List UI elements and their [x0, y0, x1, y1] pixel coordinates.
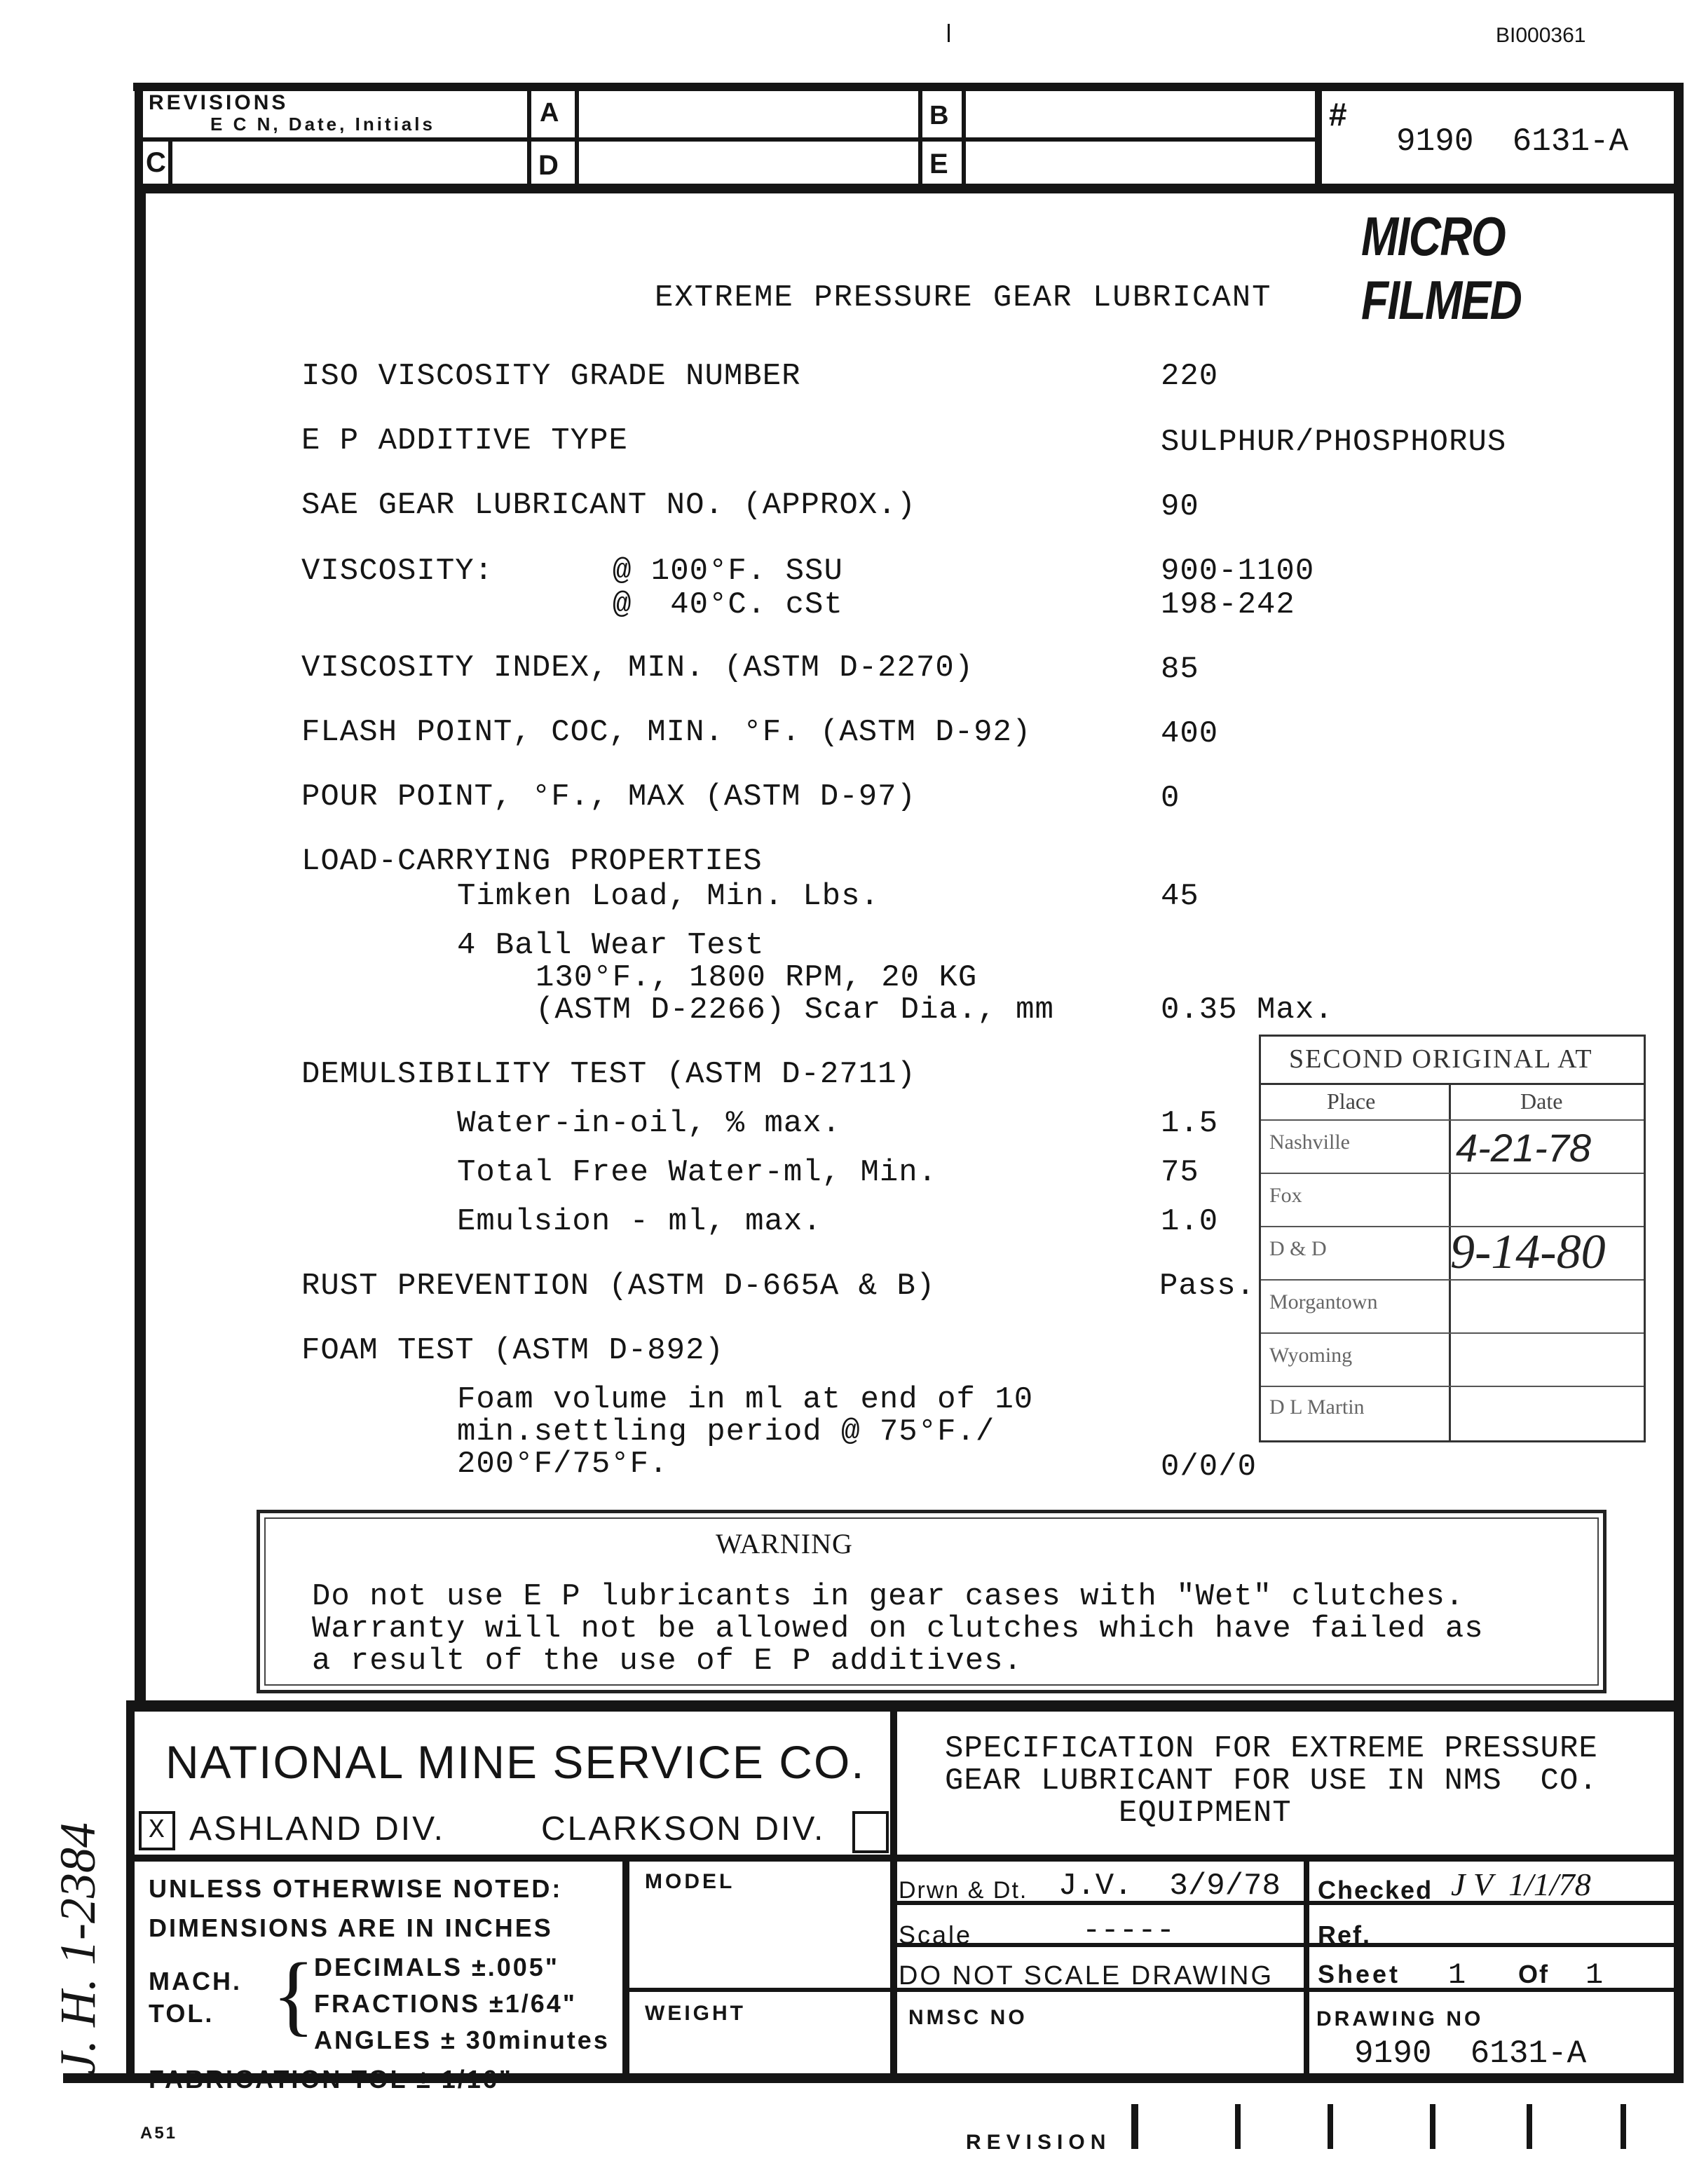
description-line-2: GEAR LUBRICANT FOR USE IN NMS CO.	[945, 1763, 1598, 1799]
spec-value-pour: 0	[1161, 781, 1180, 816]
microfilm-stamp: MICRO FILMED	[1361, 205, 1522, 331]
tolerance-brace: {	[272, 1945, 315, 2045]
scale-value: -----	[1082, 1913, 1175, 1948]
checked-value: J V 1/1/78	[1451, 1866, 1591, 1902]
foam-line-3: 200°F/75°F.	[457, 1447, 669, 1482]
revisions-bottom-border	[135, 184, 1682, 193]
spec-label-ep: E P ADDITIVE TYPE	[301, 423, 628, 458]
ashland-checkbox	[139, 1811, 175, 1850]
description-line-1: SPECIFICATION FOR EXTREME PRESSURE	[945, 1731, 1598, 1766]
title-block-row-divider	[130, 1855, 1679, 1862]
second-original-stamp	[1259, 1035, 1646, 1442]
stamp-place-6: D L Martin	[1269, 1395, 1365, 1419]
stamp-row-line-3	[1261, 1279, 1644, 1281]
revision-hash: #	[1329, 96, 1347, 132]
form-code: A51	[140, 2124, 178, 2143]
side-handwritten-note: J. H. 1-2384	[50, 1822, 106, 2075]
stamp-title: SECOND ORIGINAL AT	[1289, 1044, 1593, 1074]
foam-line-1: Foam volume in ml at end of 10	[457, 1382, 1034, 1417]
revision-drawing-number: 9190 6131-A	[1396, 123, 1629, 160]
title-block-weight-line	[627, 1988, 893, 1992]
timken-label: Timken Load, Min. Lbs.	[457, 879, 880, 914]
stamp-place-5: Wyoming	[1269, 1344, 1353, 1367]
stamp-date-3: 9-14-80	[1450, 1225, 1606, 1279]
drawn-label: Drwn & Dt.	[899, 1877, 1028, 1904]
revision-slot-a: A	[540, 98, 559, 128]
stamp-row-line-4	[1261, 1332, 1644, 1334]
tol-label: TOL.	[149, 1999, 214, 2028]
nmsc-number-label: NMSC NO	[908, 2006, 1028, 2029]
revisions-divider-5	[1315, 88, 1322, 186]
revision-strip-tick-6	[1621, 2104, 1626, 2149]
demuls-item-3-value: 1.0	[1161, 1204, 1219, 1239]
angles-tolerance: ANGLES ± 30minutes	[314, 2026, 610, 2054]
clarkson-checkbox	[852, 1811, 889, 1853]
viscosity-value-2: 198-242	[1161, 587, 1295, 622]
mach-label: MACH.	[149, 1967, 242, 1995]
stamp-row-line-0	[1261, 1119, 1644, 1121]
foam-value: 0/0/0	[1161, 1449, 1257, 1485]
revision-slot-d: D	[538, 150, 559, 181]
revision-strip-tick-1	[1131, 2104, 1138, 2149]
checked-label: Checked	[1318, 1876, 1433, 1904]
revisions-subtitle: E C N, Date, Initials	[210, 114, 435, 135]
drawing-number-label: DRAWING NO	[1316, 2007, 1484, 2031]
foam-label: FOAM TEST (ASTM D-892)	[301, 1333, 724, 1368]
spec-value-vi: 85	[1161, 652, 1199, 687]
viscosity-line-1: @ 100°F. SSU	[613, 554, 843, 589]
load-label: LOAD-CARRYING PROPERTIES	[301, 844, 763, 879]
revision-strip-tick-4	[1430, 2104, 1435, 2149]
spec-value-ep: SULPHUR/PHOSPHORUS	[1161, 425, 1507, 460]
viscosity-value-1: 900-1100	[1161, 554, 1315, 589]
unless-noted: UNLESS OTHERWISE NOTED:	[149, 1874, 563, 1903]
clarkson-division: CLARKSON DIV.	[541, 1810, 826, 1848]
decimals-tolerance: DECIMALS ±.005"	[314, 1953, 559, 1981]
drawing-number: 9190 6131-A	[1354, 2035, 1587, 2072]
demuls-label: DEMULSIBILITY TEST (ASTM D-2711)	[301, 1057, 916, 1092]
scale-label: Scale	[899, 1920, 973, 1949]
spec-label-iso: ISO VISCOSITY GRADE NUMBER	[301, 359, 801, 394]
demuls-item-2-label: Total Free Water-ml, Min.	[457, 1155, 938, 1190]
revision-strip-tick-3	[1328, 2104, 1333, 2149]
stamp-col-date: Date	[1520, 1088, 1563, 1114]
revisions-title: REVISIONS	[149, 91, 289, 114]
rust-value: Pass.	[1159, 1269, 1256, 1304]
demuls-item-3-label: Emulsion - ml, max.	[457, 1204, 822, 1239]
revisions-divider-3	[918, 88, 922, 186]
title-block-left	[126, 1700, 135, 2079]
ball-test-line-2: 130°F., 1800 RPM, 20 KG	[535, 960, 978, 995]
revisions-top-border	[133, 83, 1682, 91]
warning-line-3: a result of the use of E P additives.	[312, 1644, 1023, 1679]
demuls-item-2-value: 75	[1161, 1155, 1199, 1190]
spec-value-flash: 400	[1161, 716, 1219, 751]
sheet-label: Sheet	[1318, 1960, 1401, 1988]
title-block-right	[1674, 1700, 1684, 2079]
stamp-place-4: Morgantown	[1269, 1290, 1378, 1313]
spec-value-iso: 220	[1161, 359, 1219, 394]
do-not-scale: DO NOT SCALE DRAWING	[899, 1961, 1274, 1991]
revision-slot-c: C	[146, 147, 166, 178]
scan-tick	[948, 24, 950, 42]
revisions-divider-4	[962, 88, 966, 186]
ashland-division: ASHLAND DIV.	[189, 1810, 446, 1848]
demuls-item-1-value: 1.5	[1161, 1106, 1219, 1141]
foam-line-2: min.settling period @ 75°F./	[457, 1414, 995, 1449]
of-label: Of	[1518, 1960, 1549, 1988]
model-label: MODEL	[645, 1870, 735, 1893]
title-block-model-divider	[622, 1857, 629, 2076]
fabrication-tolerance: FABRICATION TOL ± 1/16"	[149, 2065, 513, 2094]
spec-label-pour: POUR POINT, °F., MAX (ASTM D-97)	[301, 779, 916, 814]
revision-strip-tick-2	[1235, 2104, 1241, 2149]
drawn-value: J.V. 3/9/78	[1058, 1869, 1281, 1904]
revisions-divider-1	[527, 88, 531, 186]
warning-line-1: Do not use E P lubricants in gear cases with "Wet" clutches.	[312, 1579, 1465, 1614]
revisions-divider-2	[575, 88, 579, 186]
revision-strip-tick-5	[1527, 2104, 1532, 2149]
ashland-checkbox-mark: X	[149, 1815, 165, 1845]
ball-test-line-1: 4 Ball Wear Test	[457, 928, 765, 963]
revision-slot-b: B	[929, 101, 949, 130]
warning-line-2: Warranty will not be allowed on clutches which have failed as	[312, 1611, 1484, 1646]
stamp-col-place: Place	[1327, 1088, 1376, 1114]
revision-strip-label: REVISION	[966, 2131, 1112, 2154]
sheet-number: 1	[1448, 1958, 1466, 1992]
stamp-place-3: D & D	[1269, 1237, 1327, 1260]
title-block-checked-divider	[1304, 1857, 1309, 2076]
stamp-place-2: Fox	[1269, 1184, 1302, 1207]
revision-slot-e: E	[929, 149, 948, 179]
description-line-3: EQUIPMENT	[1119, 1796, 1292, 1831]
title-block-top	[126, 1700, 1684, 1712]
stamp-header-line	[1261, 1083, 1644, 1085]
warning-box	[257, 1510, 1606, 1693]
spec-title: EXTREME PRESSURE GEAR LUBRICANT	[655, 280, 1272, 315]
viscosity-label: VISCOSITY:	[301, 554, 494, 589]
spec-label-sae: SAE GEAR LUBRICANT NO. (APPROX.)	[301, 488, 916, 523]
viscosity-line-2: @ 40°C. cSt	[613, 587, 843, 622]
weight-label: WEIGHT	[645, 2002, 746, 2025]
spec-label-flash: FLASH POINT, COC, MIN. °F. (ASTM D-92)	[301, 715, 1032, 750]
stamp-row-line-1	[1261, 1173, 1644, 1174]
revisions-left-border	[135, 83, 143, 191]
document-id: BI000361	[1496, 24, 1586, 47]
revisions-divider-6	[168, 140, 172, 186]
timken-value: 45	[1161, 879, 1199, 914]
demuls-item-1-label: Water-in-oil, % max.	[457, 1106, 842, 1141]
fractions-tolerance: FRACTIONS ±1/64"	[314, 1989, 577, 2018]
company-name: NATIONAL MINE SERVICE CO.	[165, 1736, 866, 1788]
title-block-row-line-2	[894, 1943, 1677, 1947]
title-block-company-divider	[890, 1707, 897, 1862]
stamp-place-1: Nashville	[1269, 1131, 1350, 1154]
title-block-right-divider	[890, 1857, 897, 2076]
spec-label-vi: VISCOSITY INDEX, MIN. (ASTM D-2270)	[301, 650, 974, 685]
warning-title: WARNING	[716, 1528, 853, 1559]
ref-label: Ref.	[1318, 1920, 1372, 1949]
ball-test-line-3: (ASTM D-2266) Scar Dia., mm	[535, 992, 1054, 1028]
spec-value-sae: 90	[1161, 489, 1199, 524]
body-left-border	[135, 189, 146, 1710]
rust-label: RUST PREVENTION (ASTM D-665A & B)	[301, 1269, 936, 1304]
ball-test-value: 0.35 Max.	[1161, 992, 1334, 1028]
dimensions-inches: DIMENSIONS ARE IN INCHES	[149, 1913, 553, 1942]
revisions-mid-line	[143, 137, 1319, 142]
stamp-row-line-5	[1261, 1386, 1644, 1387]
revisions-right-border	[1674, 83, 1684, 1709]
sheet-total: 1	[1585, 1958, 1604, 1992]
stamp-date-1: 4-21-78	[1456, 1126, 1592, 1170]
